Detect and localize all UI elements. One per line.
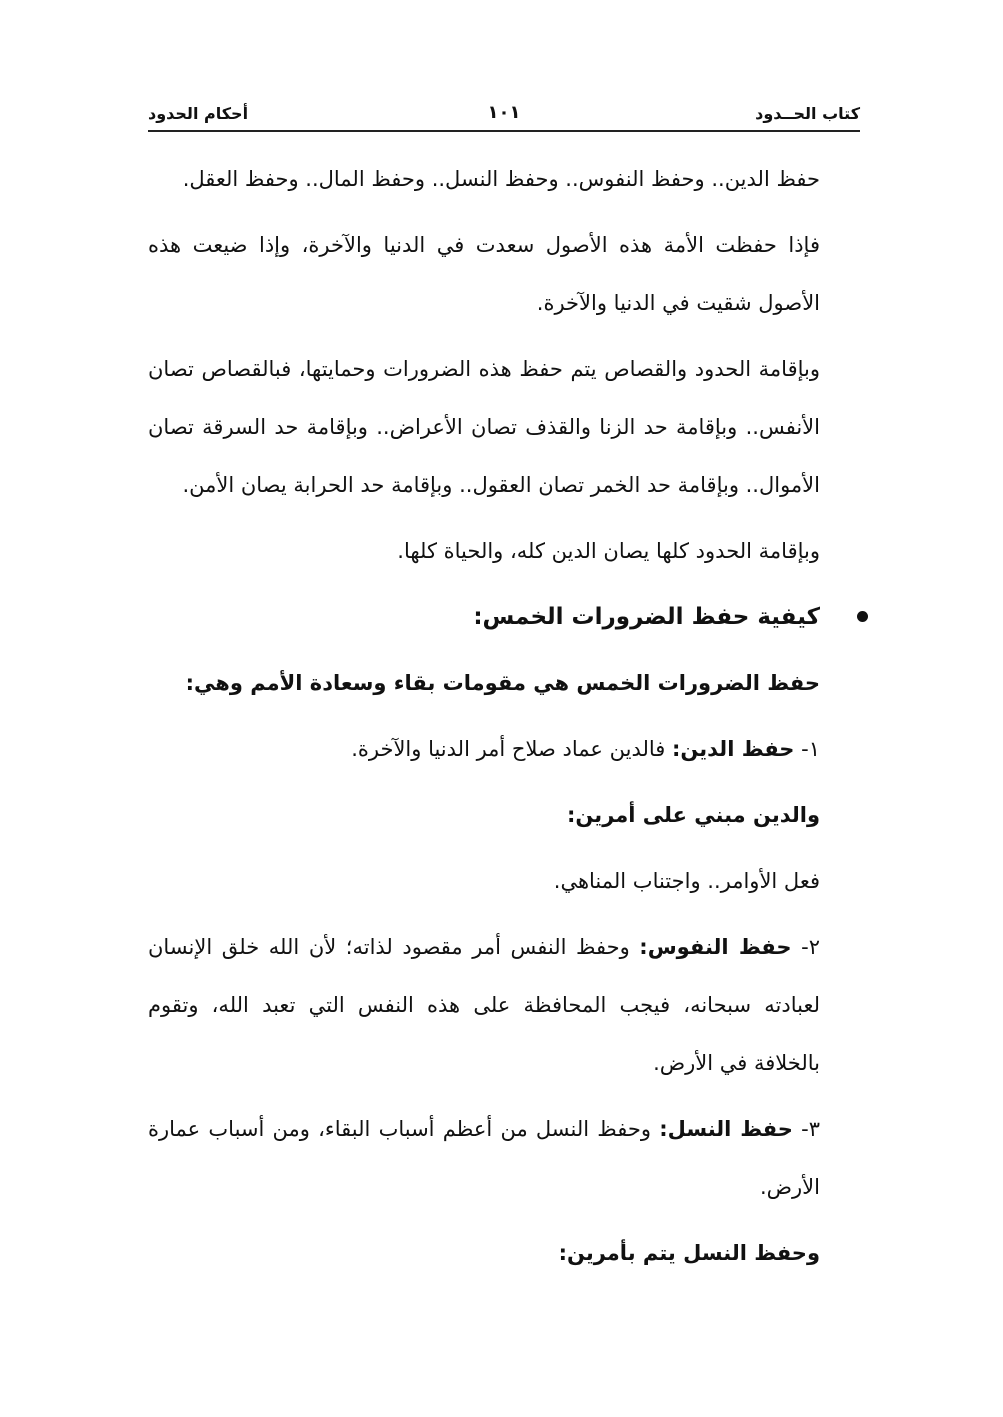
section-heading-text: كيفية حفظ الضرورات الخمس:: [473, 604, 820, 630]
list-item-1: [148, 720, 820, 778]
list-item-1-label: حفظ الدين:: [672, 737, 795, 761]
section-intro: حفظ الضرورات الخمس هي مقومات بقاء وسعادة الأمم وهي:: [185, 671, 820, 695]
list-item-2-text: وحفظ النفس أمر مقصود لذاته؛ لأن الله خلق الإنسان لعبادته سبحانه، فيجب المحافظة على هذه النفس التي تعبد الله، وتقوم بالخلافة في الأرض.: [148, 935, 820, 1075]
page-body: [148, 150, 820, 1282]
header-chapter-title: أحكام الحدود: [148, 104, 249, 123]
list-item-2-label: حفظ النفوس:: [639, 935, 792, 959]
section-heading: [148, 588, 820, 646]
page-header: [148, 100, 860, 132]
paragraph-2: فإذا حفظت الأمة هذه الأصول سعدت في الدنيا والآخرة، وإذا ضيعت هذه الأصول شقيت في الدنيا والآخرة.: [148, 233, 820, 315]
list-item-2-number: ٢-: [801, 935, 820, 959]
bullet-icon: [857, 611, 868, 622]
list-item-1-text: فالدين عماد صلاح أمر الدنيا والآخرة.: [351, 737, 672, 761]
paragraph-1: حفظ الدين.. وحفظ النفوس.. وحفظ النسل.. وحفظ المال.. وحفظ العقل.: [182, 167, 820, 191]
list-item-1-subtext: فعل الأوامر.. واجتناب المناهي.: [553, 869, 820, 893]
list-item-1-number: ١-: [801, 737, 820, 761]
list-item-3-subheading: وحفظ النسل يتم بأمرين:: [558, 1241, 820, 1265]
list-item-2: [148, 918, 820, 1092]
list-item-3-number: ٣-: [801, 1117, 820, 1141]
paragraph-4: وبإقامة الحدود كلها يصان الدين كله، والحياة كلها.: [397, 539, 820, 563]
header-rule: [148, 130, 860, 132]
header-book-title: كتاب الحــدود: [755, 104, 860, 123]
paragraph-3: وبإقامة الحدود والقصاص يتم حفظ هذه الضرورات وحمايتها، فبالقصاص تصان الأنفس.. وبإقامة حد الزنا والقذف تصان الأعراض.. وبإقامة حد السرقة تصان الأموال.. وبإقامة حد الخمر تصان العقول.. وبإقامة حد الحرابة يصان الأمن.: [148, 357, 820, 497]
page-number: ١٠١: [487, 102, 521, 123]
list-item-3-text: وحفظ النسل من أعظم أسباب البقاء، ومن أسباب عمارة الأرض.: [148, 1117, 820, 1199]
list-item-3: [148, 1100, 820, 1216]
list-item-1-subheading: والدين مبني على أمرين:: [567, 803, 820, 827]
list-item-3-label: حفظ النسل:: [659, 1117, 793, 1141]
